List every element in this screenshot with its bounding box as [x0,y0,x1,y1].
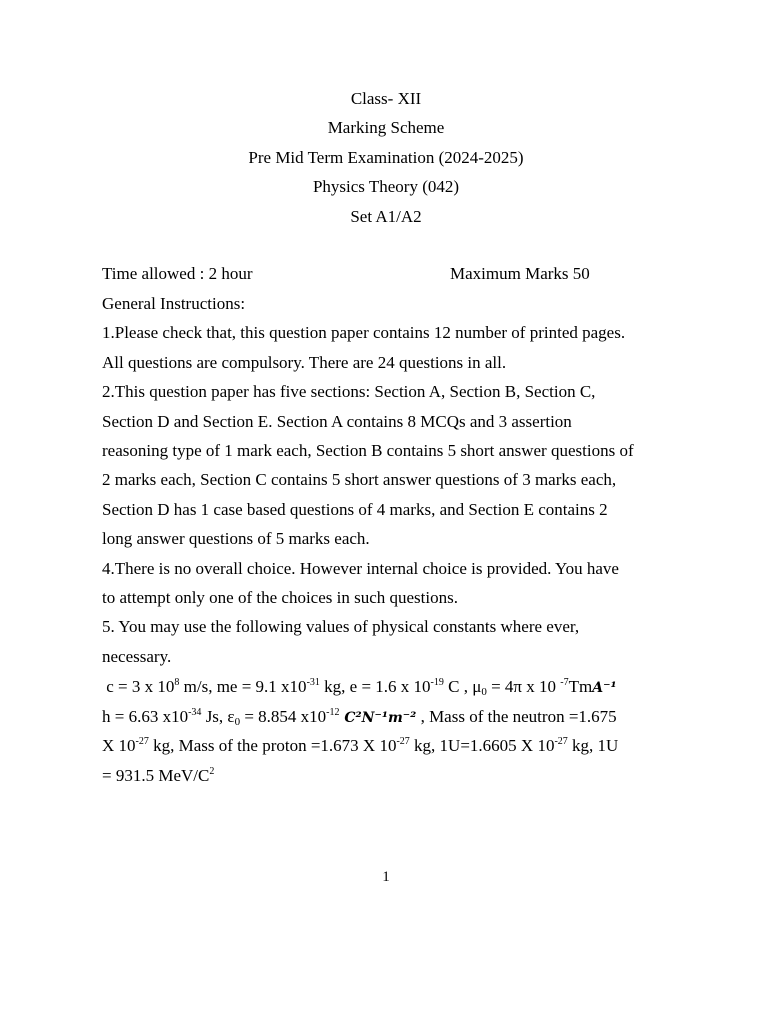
instruction-line: 2.This question paper has five sections: Section A, Section B, Section C, [102,382,596,402]
constants-line-3: X $10^{-27}$ kg, Mass of the proton =1.673 X $10^{-27}$ kg, 1U=1.6605 X $10^{-27}$ kg, 1U [102,736,619,755]
instruction-line: Section D and Section E. Section A contains 8 MCQs and 3 assertion [102,411,572,431]
instruction-line: 2 marks each, Section C contains 5 short answer questions of 3 marks each, [102,470,617,490]
instruction-line: All questions are compulsory. There are 24 questions in all. [102,352,507,372]
set-label: Set A1/A2 [350,206,422,226]
page-number: 1 [382,869,390,885]
instruction-line: 1.Please check that, this question paper contains 12 number of printed pages. [102,323,626,343]
constants-line-2: h = 6.63 $x10^{-34}$ Js, $\varepsilon_0 = 8.854$ $x10^{-12}$ 𝑪²𝑵⁻¹𝒎⁻² , Mass of the neutron =1.675 [102,707,617,728]
instruction-line: 4.There is no overall choice. However internal choice is provided. You have [102,558,619,578]
subject-name: Physics Theory (042) [312,177,460,197]
constants-line-1: c = 3 x $10^8$ m/s, me = 9.1 $x10^{-31}$ kg, e = 1.6 x $10^{-19}$ C , $\mu_0 = 4\pi$ x 10 $^{-7}$Tm𝑨⁻¹ [106,677,617,698]
instruction-line: to attempt only one of the choices in such questions. [102,587,458,607]
instruction-line: 5. You may use the following values of physical constants where ever, [102,617,580,637]
general-instructions [102,289,682,671]
instruction-line: reasoning type of 1 mark each, Section B contains 5 short answer questions of [102,440,634,460]
exam-name: Pre Mid Term Examination (2024-2025) [248,147,524,167]
time-allowed: Time allowed : 2 hour [102,264,253,283]
instruction-line: long answer questions of 5 marks each. [102,529,370,549]
document-title: Marking Scheme [327,118,445,138]
instruction-line: necessary. [102,646,172,666]
document-header [0,86,768,233]
instructions-heading: General Instructions: [102,294,246,313]
class-label: Class- XII [350,89,422,108]
exam-info-row [102,262,662,286]
constants-line-4: = 931.5 MeV/$C^2$ [102,766,215,785]
maximum-marks: Maximum Marks 50 [450,264,590,283]
instruction-line: Section D has 1 case based questions of 4 marks, and Section E contains 2 [102,499,608,519]
